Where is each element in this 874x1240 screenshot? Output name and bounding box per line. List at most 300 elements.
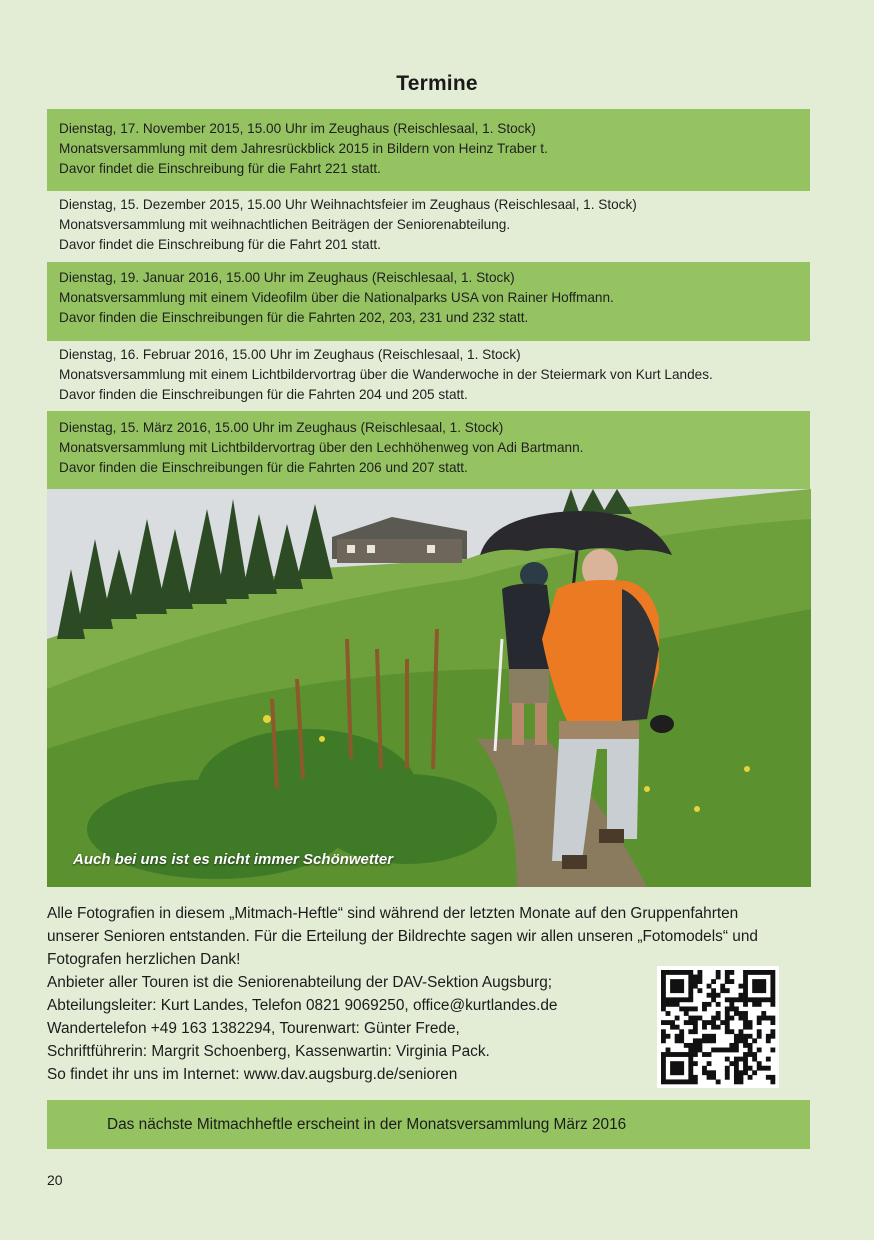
qr-module	[688, 997, 693, 1002]
qr-module	[757, 984, 762, 989]
qr-module	[743, 1011, 748, 1016]
qr-module	[688, 970, 693, 975]
qr-module	[743, 1057, 748, 1062]
info-line: Abteilungsleiter: Kurt Landes, Telefon 0821 9069250, office@kurtlandes.de	[47, 997, 558, 1014]
next-issue-notice: Das nächste Mitmachheftle erscheint in der Monatsversammlung März 2016	[47, 1100, 810, 1149]
qr-module	[720, 988, 725, 993]
qr-module	[693, 979, 698, 984]
qr-module	[770, 1034, 775, 1039]
event-date-line: Dienstag, 15. Dezember 2015, 15.00 Uhr Weihnachtsfeier im Zeughaus (Reischlesaal, 1. Stock)	[59, 197, 637, 212]
event-item-january	[47, 262, 810, 341]
qr-module	[770, 993, 775, 998]
qr-module	[729, 1061, 734, 1066]
qr-module	[679, 1034, 684, 1039]
page-title: Termine	[396, 72, 478, 95]
info-line: Wandertelefon +49 163 1382294, Tourenwart: Günter Frede,	[47, 1020, 460, 1037]
qr-module	[752, 1052, 757, 1057]
qr-module	[707, 1070, 712, 1075]
qr-module	[675, 1016, 680, 1021]
info-line: Anbieter aller Touren ist die Seniorenabteilung der DAV-Sektion Augsburg;	[47, 974, 553, 991]
qr-module	[748, 997, 753, 1002]
qr-module	[697, 1048, 702, 1053]
qr-module	[661, 997, 666, 1002]
qr-module	[739, 1075, 744, 1080]
qr-module	[702, 1006, 707, 1011]
qr-module	[725, 1006, 730, 1011]
qr-module	[770, 1029, 775, 1034]
qr-module	[670, 1070, 675, 1075]
qr-module	[666, 1020, 671, 1025]
qr-module	[684, 1006, 689, 1011]
qr-module	[666, 1011, 671, 1016]
qr-module	[670, 997, 675, 1002]
event-item-march	[47, 411, 810, 489]
qr-module	[739, 1070, 744, 1075]
qr-module	[770, 1016, 775, 1021]
qr-module	[770, 988, 775, 993]
qr-module	[770, 1048, 775, 1053]
events-list	[47, 109, 810, 489]
qr-module	[661, 1061, 666, 1066]
qr-module	[693, 1020, 698, 1025]
qr-module	[761, 970, 766, 975]
qr-module	[725, 970, 730, 975]
qr-module	[729, 1048, 734, 1053]
qr-module	[720, 1048, 725, 1053]
qr-module	[743, 1066, 748, 1071]
qr-module	[670, 1052, 675, 1057]
qr-module	[688, 1029, 693, 1034]
qr-module	[661, 984, 666, 989]
qr-module	[670, 1061, 675, 1066]
qr-module	[661, 1006, 666, 1011]
qr-module	[707, 1075, 712, 1080]
qr-module	[743, 1002, 748, 1007]
qr-module	[670, 984, 675, 989]
qr-module	[770, 984, 775, 989]
qr-module	[688, 1043, 693, 1048]
qr-module	[716, 970, 721, 975]
qr-module	[711, 1075, 716, 1080]
qr-module	[739, 1029, 744, 1034]
qr-module	[716, 1025, 721, 1030]
qr-module	[666, 997, 671, 1002]
qr-module	[661, 1002, 666, 1007]
qr-module	[693, 1075, 698, 1080]
qr-module	[734, 1057, 739, 1062]
qr-module	[725, 1025, 730, 1030]
qr-module	[748, 1043, 753, 1048]
qr-module	[670, 988, 675, 993]
qr-module	[716, 1079, 721, 1084]
qr-module	[743, 1052, 748, 1057]
qr-module	[729, 997, 734, 1002]
qr-module	[702, 1038, 707, 1043]
qr-module	[693, 975, 698, 980]
qr-module	[707, 984, 712, 989]
qr-module	[743, 984, 748, 989]
qr-module	[725, 997, 730, 1002]
qr-module	[707, 1034, 712, 1039]
qr-module	[752, 984, 757, 989]
qr-module	[711, 997, 716, 1002]
qr-module	[734, 997, 739, 1002]
qr-module	[739, 1057, 744, 1062]
qr-module	[670, 1079, 675, 1084]
qr-module	[748, 1025, 753, 1030]
qr-module	[725, 1020, 730, 1025]
qr-module	[675, 1079, 680, 1084]
qr-module	[693, 1048, 698, 1053]
qr-module	[757, 997, 762, 1002]
qr-module	[679, 1029, 684, 1034]
qr-module	[711, 1034, 716, 1039]
qr-module	[661, 1075, 666, 1080]
qr-module	[711, 1048, 716, 1053]
qr-module	[661, 1034, 666, 1039]
qr-module	[716, 1002, 721, 1007]
qr-module	[661, 1070, 666, 1075]
event-registration-line: Davor finden die Einschreibungen für die Fahrten 204 und 205 statt.	[59, 387, 468, 402]
qr-module	[770, 1020, 775, 1025]
qr-module	[697, 988, 702, 993]
qr-module	[661, 1038, 666, 1043]
qr-module	[693, 1043, 698, 1048]
qr-module	[725, 1048, 730, 1053]
qr-module	[670, 1002, 675, 1007]
qr-module	[661, 1029, 666, 1034]
event-item-november	[47, 109, 810, 191]
qr-module	[675, 984, 680, 989]
event-item-december	[47, 191, 810, 262]
qr-module	[684, 1043, 689, 1048]
qr-module	[688, 1006, 693, 1011]
qr-module	[752, 1038, 757, 1043]
qr-module	[725, 979, 730, 984]
qr-module	[725, 1070, 730, 1075]
qr-module	[752, 979, 757, 984]
qr-module	[757, 1034, 762, 1039]
qr-module	[761, 979, 766, 984]
qr-module	[716, 1048, 721, 1053]
qr-module	[729, 1016, 734, 1021]
qr-module	[679, 1006, 684, 1011]
qr-module	[702, 1002, 707, 1007]
qr-module	[770, 1075, 775, 1080]
qr-module	[734, 1066, 739, 1071]
qr-module	[679, 970, 684, 975]
qr-module	[766, 1016, 771, 1021]
qr-module	[702, 1020, 707, 1025]
qr-module	[766, 1066, 771, 1071]
qr-module	[716, 975, 721, 980]
qr-module	[679, 1066, 684, 1071]
qr-module	[734, 1048, 739, 1053]
qr-module	[679, 1052, 684, 1057]
qr-module	[684, 970, 689, 975]
qr-module	[675, 979, 680, 984]
qr-module	[734, 1070, 739, 1075]
qr-module	[688, 979, 693, 984]
qr-module	[661, 988, 666, 993]
qr-module	[675, 997, 680, 1002]
qr-module	[688, 1020, 693, 1025]
event-description-line: Monatsversammlung mit einem Lichtbildervortrag über die Wanderwoche in der Steiermark von Kurt Landes.	[59, 367, 713, 382]
qr-module	[725, 1016, 730, 1021]
qr-module	[739, 1038, 744, 1043]
qr-module	[725, 988, 730, 993]
qr-module	[739, 984, 744, 989]
qr-module	[766, 1034, 771, 1039]
qr-module	[734, 1079, 739, 1084]
qr-module	[716, 1016, 721, 1021]
event-registration-line: Davor findet die Einschreibung für die Fahrt 221 statt.	[59, 161, 381, 176]
qr-module	[688, 988, 693, 993]
qr-module	[670, 979, 675, 984]
event-registration-line: Davor finden die Einschreibungen für die Fahrten 202, 203, 231 und 232 statt.	[59, 310, 529, 325]
qr-module	[743, 1025, 748, 1030]
qr-module	[675, 1061, 680, 1066]
qr-module	[675, 1038, 680, 1043]
qr-module	[707, 1061, 712, 1066]
qr-module	[761, 1066, 766, 1071]
photo-caption: Auch bei uns ist es nicht immer Schönwetter	[73, 851, 394, 868]
qr-module	[711, 1020, 716, 1025]
qr-module	[761, 1016, 766, 1021]
qr-module	[661, 1079, 666, 1084]
qr-module	[770, 1079, 775, 1084]
info-line: So findet ihr uns im Internet: www.dav.augsburg.de/senioren	[47, 1066, 458, 1083]
event-registration-line: Davor findet die Einschreibung für die Fahrt 201 statt.	[59, 237, 381, 252]
qr-module	[688, 1070, 693, 1075]
qr-module	[766, 1038, 771, 1043]
qr-module	[688, 1052, 693, 1057]
qr-module	[679, 1079, 684, 1084]
event-item-february	[47, 341, 810, 411]
qr-module	[711, 1016, 716, 1021]
qr-module	[757, 1048, 762, 1053]
qr-code-graphic	[657, 966, 779, 1088]
qr-module	[748, 1048, 753, 1053]
qr-module	[697, 1038, 702, 1043]
qr-module	[684, 1079, 689, 1084]
qr-module	[670, 970, 675, 975]
qr-module	[743, 975, 748, 980]
qr-module	[761, 984, 766, 989]
qr-module	[743, 988, 748, 993]
event-date-line: Dienstag, 17. November 2015, 15.00 Uhr im Zeughaus (Reischlesaal, 1. Stock)	[59, 121, 536, 136]
qr-module	[675, 1025, 680, 1030]
qr-module	[766, 1075, 771, 1080]
qr-module	[761, 1011, 766, 1016]
qr-module	[661, 1020, 666, 1025]
qr-module	[702, 1034, 707, 1039]
qr-module	[693, 1025, 698, 1030]
qr-module	[720, 984, 725, 989]
qr-module	[757, 1061, 762, 1066]
qr-module	[670, 1025, 675, 1030]
info-line: Fotografen herzlichen Dank!	[47, 951, 241, 968]
qr-module	[743, 997, 748, 1002]
qr-module	[757, 970, 762, 975]
qr-module	[770, 1002, 775, 1007]
qr-module	[693, 1006, 698, 1011]
qr-module	[752, 1070, 757, 1075]
qr-module	[675, 1034, 680, 1039]
qr-module	[734, 1011, 739, 1016]
qr-module	[766, 970, 771, 975]
qr-module	[702, 1066, 707, 1071]
qr-module	[748, 1020, 753, 1025]
event-description-line: Monatsversammlung mit weihnachtlichen Beiträgen der Seniorenabteilung.	[59, 217, 511, 232]
qr-module	[693, 1052, 698, 1057]
qr-module	[666, 1052, 671, 1057]
event-date-line: Dienstag, 15. März 2016, 15.00 Uhr im Zeughaus (Reischlesaal, 1. Stock)	[59, 420, 504, 435]
qr-module	[734, 1061, 739, 1066]
qr-module	[743, 970, 748, 975]
qr-module	[675, 1066, 680, 1071]
qr-module	[748, 1075, 753, 1080]
qr-module	[757, 1016, 762, 1021]
qr-module	[684, 1020, 689, 1025]
qr-module	[743, 1020, 748, 1025]
qr-module	[725, 1066, 730, 1071]
qr-module	[684, 1052, 689, 1057]
qr-module	[661, 979, 666, 984]
qr-module	[743, 979, 748, 984]
qr-module	[693, 984, 698, 989]
qr-module	[693, 1079, 698, 1084]
qr-module	[666, 1002, 671, 1007]
qr-module	[666, 1079, 671, 1084]
qr-module	[702, 1052, 707, 1057]
qr-module	[707, 1020, 712, 1025]
qr-module	[688, 1048, 693, 1053]
qr-module	[707, 1038, 712, 1043]
qr-module	[739, 1011, 744, 1016]
qr-module	[729, 1002, 734, 1007]
qr-module	[757, 1020, 762, 1025]
qr-module	[661, 975, 666, 980]
qr-module	[734, 1006, 739, 1011]
qr-module	[711, 1070, 716, 1075]
qr-module	[670, 1020, 675, 1025]
qr-module	[743, 1016, 748, 1021]
qr-module	[684, 1011, 689, 1016]
qr-module	[729, 1029, 734, 1034]
page-number: 20	[47, 1172, 63, 1188]
qr-module	[661, 1057, 666, 1062]
qr-module	[770, 997, 775, 1002]
event-description-line: Monatsversammlung mit einem Videofilm über die Nationalparks USA von Rainer Hoffmann.	[59, 290, 614, 305]
qr-module	[697, 975, 702, 980]
qr-module	[675, 1052, 680, 1057]
qr-module	[752, 988, 757, 993]
qr-module	[729, 970, 734, 975]
qr-module	[770, 970, 775, 975]
qr-module	[743, 1034, 748, 1039]
qr-module	[675, 988, 680, 993]
qr-module	[757, 979, 762, 984]
qr-module	[679, 988, 684, 993]
event-description-line: Monatsversammlung mit dem Jahresrückblick 2015 in Bildern von Heinz Traber t.	[59, 141, 548, 156]
qr-module	[697, 979, 702, 984]
qr-module	[675, 1070, 680, 1075]
qr-module	[729, 1006, 734, 1011]
qr-module	[770, 979, 775, 984]
qr-module	[734, 1075, 739, 1080]
qr-module	[711, 1038, 716, 1043]
qr-module	[697, 1016, 702, 1021]
qr-module	[743, 1061, 748, 1066]
qr-module	[725, 1075, 730, 1080]
info-line: Alle Fotografien in diesem „Mitmach-Heftle“ sind während der letzten Monate auf den Gruppenfahrten	[47, 905, 739, 922]
qr-module	[666, 1034, 671, 1039]
qr-module	[729, 1043, 734, 1048]
qr-module	[725, 975, 730, 980]
qr-module	[670, 1066, 675, 1071]
qr-module	[711, 979, 716, 984]
qr-module	[688, 1066, 693, 1071]
event-description-line: Monatsversammlung mit Lichtbildervortrag über den Lechhöhenweg von Adi Bartmann.	[59, 440, 584, 455]
qr-module	[707, 993, 712, 998]
qr-module	[743, 1043, 748, 1048]
qr-module	[707, 1002, 712, 1007]
qr-module	[734, 1043, 739, 1048]
qr-module	[688, 975, 693, 980]
qr-module	[757, 1029, 762, 1034]
info-line: unserer Senioren entstanden. Für die Erteilung der Bildrechte sagen wir allen unseren „Fotomodels“ und	[47, 928, 758, 945]
qr-module	[743, 1070, 748, 1075]
qr-module	[697, 970, 702, 975]
qr-module	[679, 1070, 684, 1075]
qr-module	[729, 979, 734, 984]
qr-module	[661, 970, 666, 975]
qr-module	[702, 1025, 707, 1030]
qr-module	[761, 997, 766, 1002]
qr-module	[679, 979, 684, 984]
qr-module	[770, 975, 775, 980]
qr-module	[748, 1034, 753, 1039]
qr-module	[693, 1016, 698, 1021]
qr-module	[752, 1057, 757, 1062]
qr-module	[702, 1070, 707, 1075]
qr-code	[657, 966, 779, 1088]
qr-module	[748, 1066, 753, 1071]
info-line: Schriftführerin: Margrit Schoenberg, Kassenwartin: Virginia Pack.	[47, 1043, 490, 1060]
qr-module	[688, 1061, 693, 1066]
qr-module	[757, 988, 762, 993]
qr-module	[739, 997, 744, 1002]
qr-module	[734, 1034, 739, 1039]
qr-module	[688, 984, 693, 989]
qr-module	[679, 1038, 684, 1043]
qr-module	[661, 993, 666, 998]
qr-module	[697, 1043, 702, 1048]
qr-module	[739, 993, 744, 998]
qr-module	[734, 1038, 739, 1043]
qr-module	[666, 970, 671, 975]
qr-module	[711, 1025, 716, 1030]
qr-module	[716, 1011, 721, 1016]
qr-module	[688, 993, 693, 998]
event-date-line: Dienstag, 19. Januar 2016, 15.00 Uhr im Zeughaus (Reischlesaal, 1. Stock)	[59, 270, 515, 285]
qr-module	[752, 970, 757, 975]
qr-module	[766, 997, 771, 1002]
qr-module	[661, 1066, 666, 1071]
qr-module	[684, 997, 689, 1002]
qr-module	[711, 988, 716, 993]
